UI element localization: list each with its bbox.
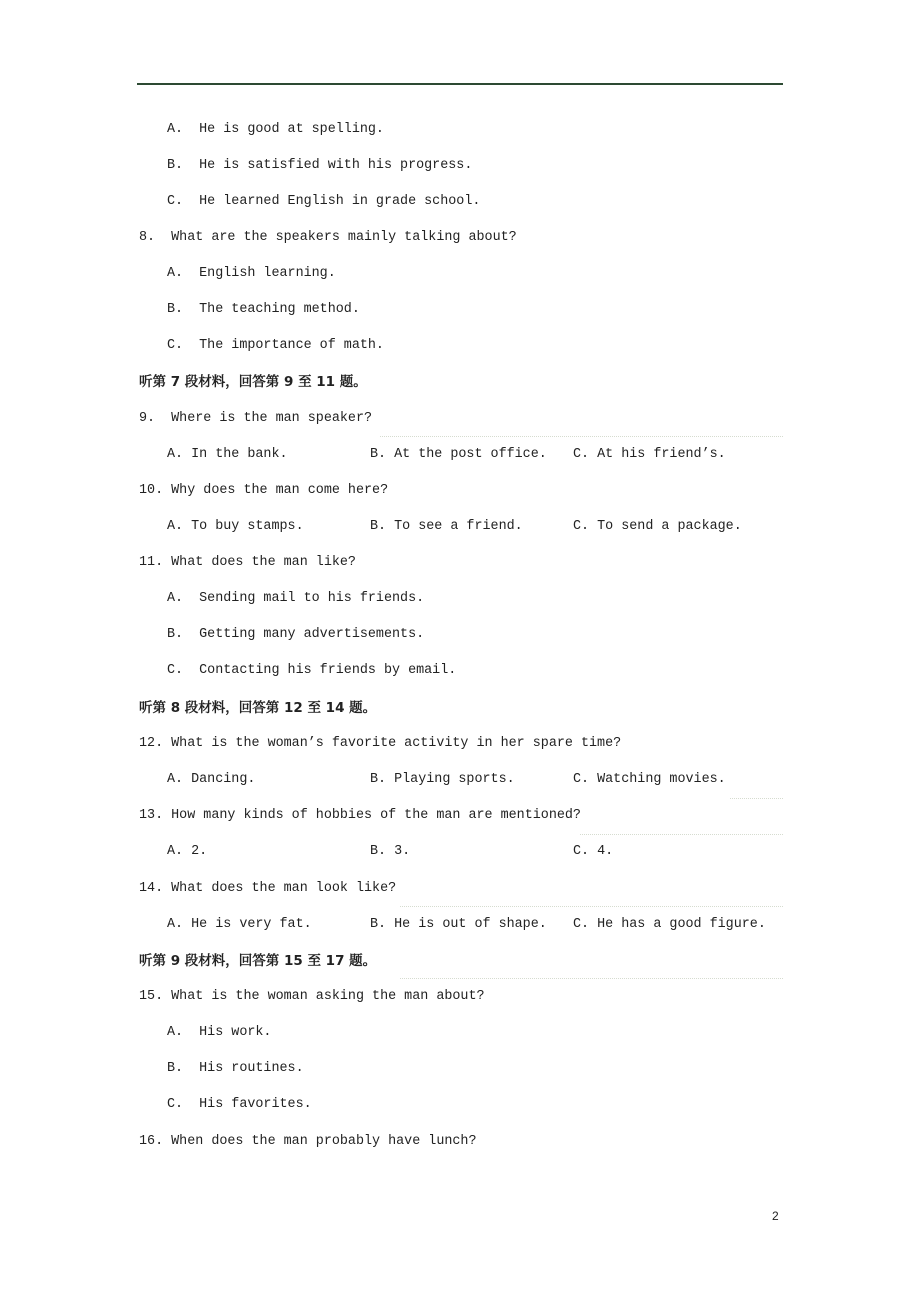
dotted-line — [400, 978, 783, 979]
q10-question: 10. Why does the man come here? — [139, 483, 389, 498]
page-number: 2 — [772, 1209, 779, 1223]
q9-option-a: A. In the bank. — [167, 447, 288, 462]
header-rule — [137, 83, 783, 85]
q12-option-b: B. Playing sports. — [370, 772, 515, 787]
section-heading-7: 听第 7 段材料，回答第 9 至 11 题。 — [139, 374, 367, 390]
q7-option-c: C. He learned English in grade school. — [167, 194, 481, 209]
q7-option-a: A. He is good at spelling. — [167, 122, 384, 137]
q14-option-a: A. He is very fat. — [167, 917, 312, 932]
q8-option-c: C. The importance of math. — [167, 338, 384, 353]
q15-option-c: C. His favorites. — [167, 1097, 312, 1112]
q12-option-a: A. Dancing. — [167, 772, 256, 787]
dotted-line — [730, 798, 783, 799]
q15-question: 15. What is the woman asking the man about? — [139, 989, 485, 1004]
q13-option-c: C. 4. — [573, 844, 614, 859]
section-heading-8: 听第 8 段材料，回答第 12 至 14 题。 — [139, 700, 377, 716]
dotted-line — [400, 906, 783, 907]
q10-option-a: A. To buy stamps. — [167, 519, 304, 534]
q12-option-c: C. Watching movies. — [573, 772, 726, 787]
dotted-line — [580, 834, 783, 835]
q10-option-b: B. To see a friend. — [370, 519, 523, 534]
q13-option-b: B. 3. — [370, 844, 411, 859]
q11-option-c: C. Contacting his friends by email. — [167, 663, 457, 678]
q9-question: 9. Where is the man speaker? — [139, 411, 373, 426]
q15-option-b: B. His routines. — [167, 1061, 304, 1076]
q10-option-c: C. To send a package. — [573, 519, 742, 534]
q11-option-a: A. Sending mail to his friends. — [167, 591, 425, 606]
q8-option-b: B. The teaching method. — [167, 302, 360, 317]
q13-question: 13. How many kinds of hobbies of the man are mentioned? — [139, 808, 581, 823]
q14-question: 14. What does the man look like? — [139, 881, 397, 896]
q8-question: 8. What are the speakers mainly talking about? — [139, 230, 517, 245]
q13-option-a: A. 2. — [167, 844, 208, 859]
dotted-line — [380, 436, 783, 437]
q8-option-a: A. English learning. — [167, 266, 336, 281]
q9-option-b: B. At the post office. — [370, 447, 547, 462]
q16-question: 16. When does the man probably have lunch? — [139, 1134, 477, 1149]
q15-option-a: A. His work. — [167, 1025, 272, 1040]
q14-option-c: C. He has a good figure. — [573, 917, 766, 932]
q11-question: 11. What does the man like? — [139, 555, 356, 570]
q14-option-b: B. He is out of shape. — [370, 917, 547, 932]
q11-option-b: B. Getting many advertisements. — [167, 627, 425, 642]
section-heading-9: 听第 9 段材料，回答第 15 至 17 题。 — [139, 953, 377, 969]
q12-question: 12. What is the woman’s favorite activity in her spare time? — [139, 736, 622, 751]
q7-option-b: B. He is satisfied with his progress. — [167, 158, 473, 173]
q9-option-c: C. At his friend’s. — [573, 447, 726, 462]
